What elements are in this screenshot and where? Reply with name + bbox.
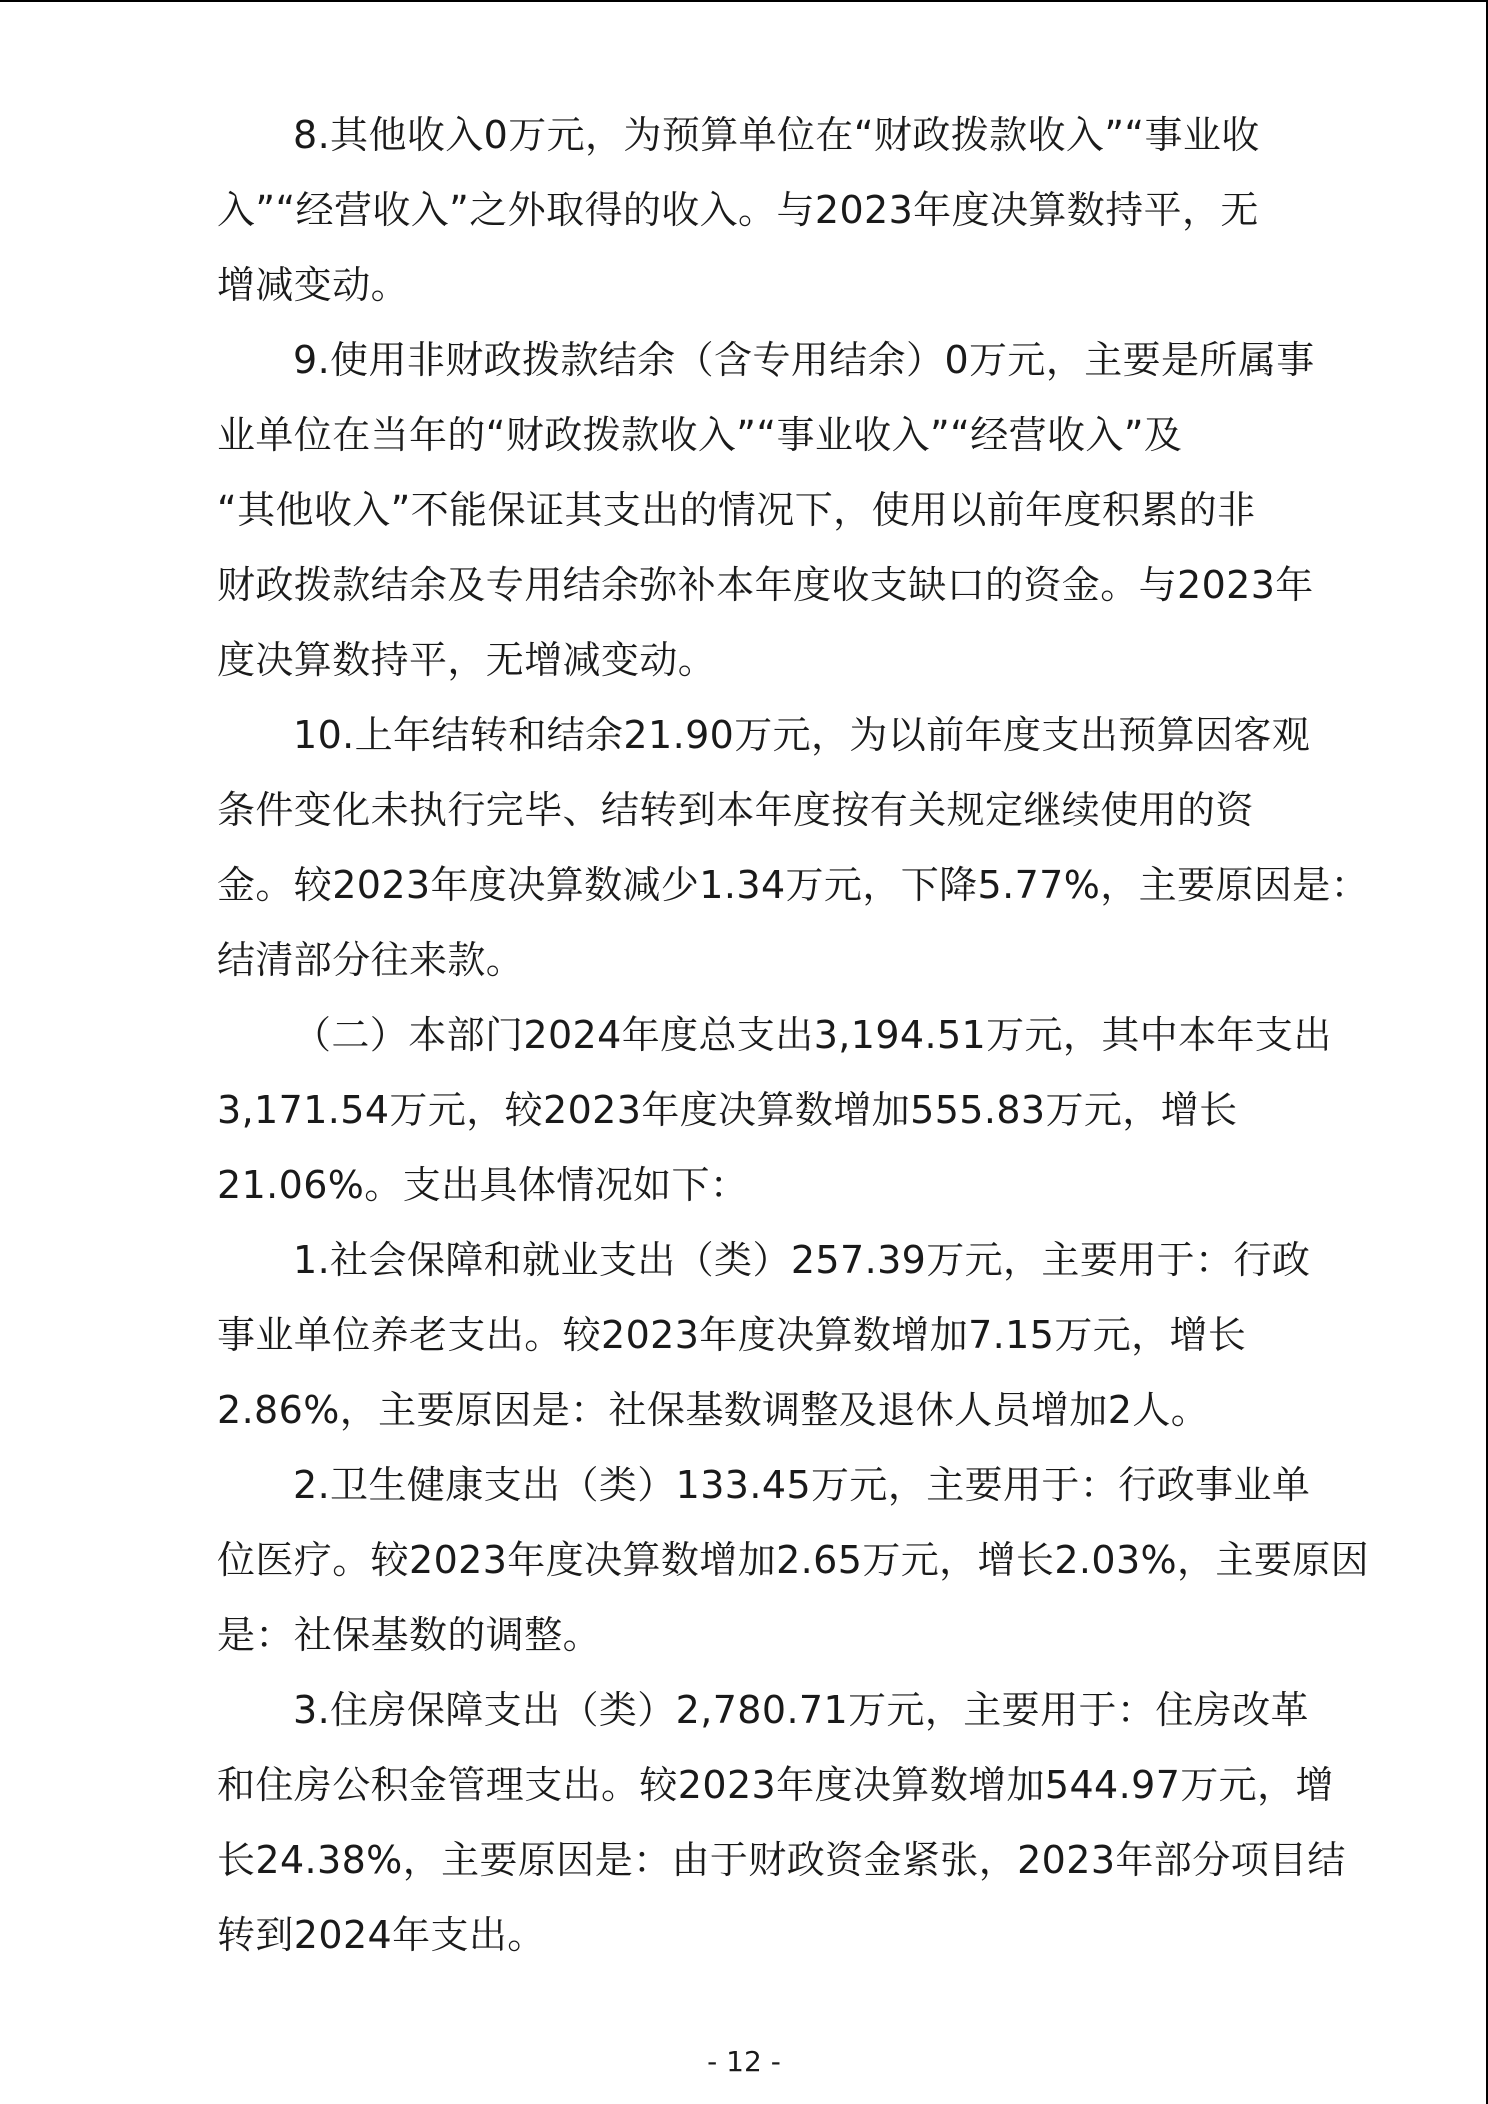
- text-line: 增减变动。: [217, 263, 410, 307]
- text-line: 3.住房保障支出（类）2,780.71万元，主要用于：住房改革: [293, 1688, 1309, 1732]
- text-line: 2.卫生健康支出（类）133.45万元，主要用于：行政事业单: [293, 1463, 1311, 1507]
- text-line: 金。较2023年度决算数减少1.34万元，下降5.77%，主要原因是：: [217, 863, 1370, 907]
- text-line: 转到2024年支出。: [217, 1913, 546, 1957]
- text-line: 位医疗。较2023年度决算数增加2.65万元，增长2.03%，主要原因: [217, 1538, 1370, 1582]
- text-line: 9.使用非财政拨款结余（含专用结余）0万元，主要是所属事: [293, 338, 1315, 382]
- text-line: 度决算数持平，无增减变动。: [217, 638, 717, 682]
- text-line: 入”“经营收入”之外取得的收入。与2023年度决算数持平，无: [217, 188, 1259, 232]
- text-line: 3,171.54万元，较2023年度决算数增加555.83万元，增长: [217, 1088, 1238, 1132]
- text-line: 1.社会保障和就业支出（类）257.39万元，主要用于：行政: [293, 1238, 1311, 1282]
- text-line: （二）本部门2024年度总支出3,194.51万元，其中本年支出: [293, 1013, 1332, 1057]
- text-line: 长24.38%，主要原因是：由于财政资金紧张，2023年部分项目结: [217, 1838, 1346, 1882]
- paragraph-health: [217, 1448, 1370, 1673]
- text-line: 财政拨款结余及专用结余弥补本年度收支缺口的资金。与2023年: [217, 563, 1314, 607]
- paragraph-social-security: [217, 1223, 1311, 1448]
- text-line: 2.86%，主要原因是：社保基数调整及退休人员增加2人。: [217, 1388, 1210, 1432]
- paragraph-non-fiscal-surplus: [217, 323, 1315, 698]
- text-line: 事业单位养老支出。较2023年度决算数增加7.15万元，增长: [217, 1313, 1247, 1357]
- text-line: 8.其他收入0万元，为预算单位在“财政拨款收入”“事业收: [293, 113, 1260, 157]
- paragraph-carryover: [217, 698, 1370, 998]
- document-body: [217, 98, 1370, 1973]
- paragraph-total-expenditure: [217, 998, 1332, 1223]
- text-line: “其他收入”不能保证其支出的情况下，使用以前年度积累的非: [217, 488, 1256, 532]
- paragraph-other-income: [217, 98, 1289, 323]
- text-line: 业单位在当年的“财政拨款收入”“事业收入”“经营收入”及: [217, 413, 1183, 457]
- text-line: 结清部分往来款。: [217, 938, 525, 982]
- text-line: 10.上年结转和结余21.90万元，为以前年度支出预算因客观: [293, 713, 1311, 757]
- text-line: 条件变化未执行完毕、结转到本年度按有关规定继续使用的资: [217, 788, 1254, 832]
- paragraph-housing: [217, 1673, 1346, 1973]
- page-number: - 12 -: [707, 2045, 781, 2078]
- text-line: 是：社保基数的调整。: [217, 1613, 602, 1657]
- text-line: 21.06%。支出具体情况如下：: [217, 1163, 749, 1207]
- text-line: 和住房公积金管理支出。较2023年度决算数增加544.97万元，增: [217, 1763, 1334, 1807]
